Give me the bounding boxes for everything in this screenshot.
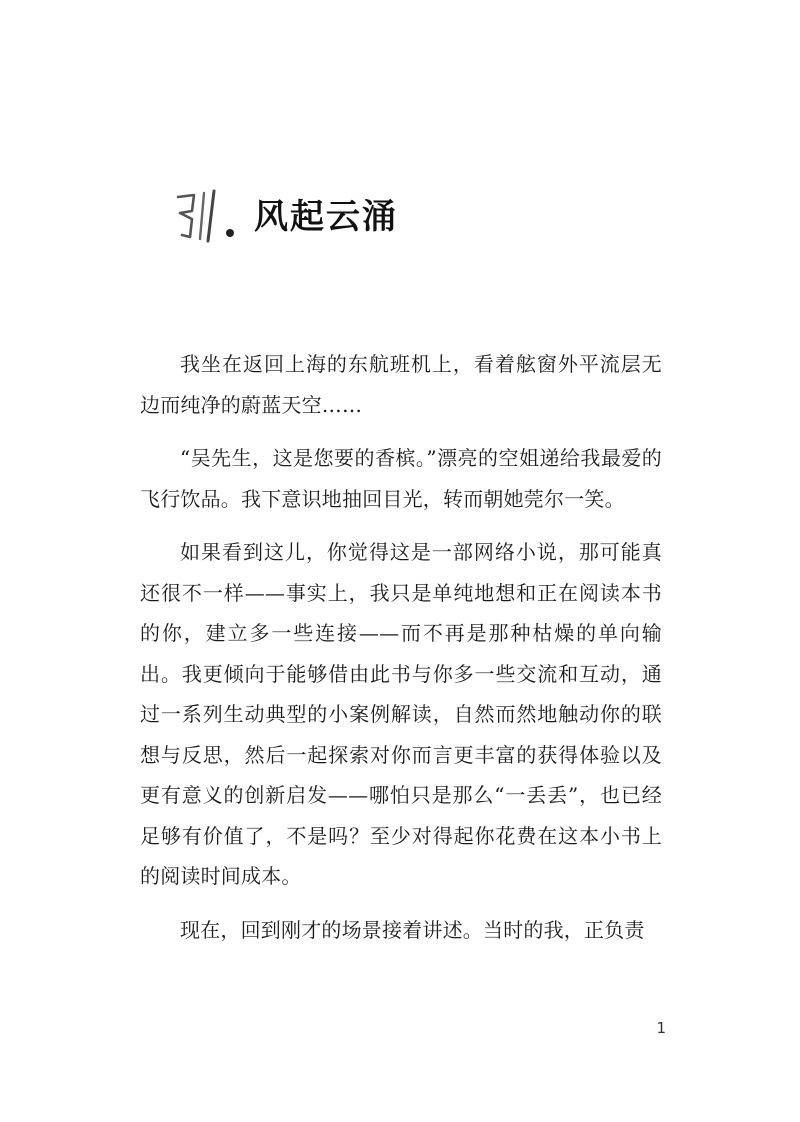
paragraph-1: 我坐在返回上海的东航班机上，看着舷窗外平流层无边而纯净的蔚蓝天空…… — [140, 352, 662, 417]
paragraph-4: 现在，回到刚才的场景接着讲述。当时的我，正负责 — [180, 917, 645, 942]
paragraph-2: “吴先生，这是您要的香槟。”漂亮的空姐递给我最爱的飞行饮品。我下意识地抽回目光，转而朝她莞尔一笑。 — [140, 446, 662, 511]
chapter-title: 风起云涌 — [254, 197, 398, 237]
chapter-header — [170, 180, 398, 250]
page-number: 1 — [656, 1019, 666, 1037]
body-text — [140, 344, 662, 963]
paragraph-3: 如果看到这儿，你觉得这是一部网络小说，那可能真还很不一样——事实上，我只是单纯地想和正在阅读本书的你，建立多一些连接——而不再是那种枯燥的单向输出。我更倾向于能够借由此书与你多一些交流和互动，通过一系列生动典型的小案例解读，自然而然地触动你的联想与反思，然后一起探索对你而言更丰富的获得体验以及更有意义的创新启发——哪怕只是那么“一丢丢”，也已经足够有价值了，不是吗？至少对得起你花费在这本小书上的阅读时间成本。 — [140, 540, 662, 888]
chapter-calligraphy-mark — [170, 185, 238, 245]
